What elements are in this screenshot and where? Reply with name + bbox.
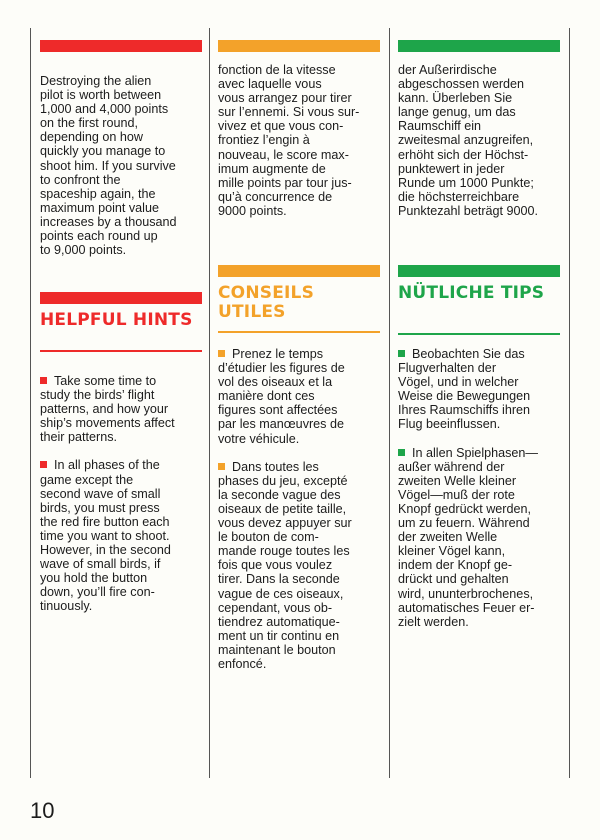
- bullet-icon: [398, 350, 405, 357]
- page-number: 10: [30, 798, 55, 823]
- column-divider: [569, 28, 570, 778]
- french-heading-block: [218, 265, 380, 333]
- english-intro-text: Destroying the alien pilot is worth between 1,000 and 4,000 points on the first round, depending on how quickly you manage to shoot him. If you survive to confront the spaceship again, the maximum point value increases by a thousand points each round up to 9,000 points.: [40, 74, 177, 258]
- german-hints: [398, 347, 560, 643]
- english-column: [40, 34, 202, 257]
- english-color-bar: [40, 40, 202, 52]
- french-hints: [218, 347, 380, 685]
- french-column: [218, 34, 380, 218]
- german-intro-text: der Außerirdische abgeschossen werden kann. Überleben Sie lange genug, um das Raumschiff ein zweitesmal anzugreifen, erhöht sich der Höchst- punktewert in jeder Runde um 1000 Punkte; die höchsterreichbare Punktezahl beträgt 9000.: [398, 63, 539, 218]
- column-divider: [30, 28, 31, 778]
- french-color-bar: [218, 40, 380, 52]
- column-divider: [389, 28, 390, 778]
- english-heading-bar: [40, 292, 202, 304]
- column-divider: [209, 28, 210, 778]
- bullet-icon: [40, 461, 47, 468]
- english-hints: [40, 374, 202, 628]
- german-hint-1: Beobachten Sie das Flugverhalten der Vögel, und in welcher Weise die Bewegungen Ihres Raumschiffs ihren Flug beeinflussen.: [398, 347, 531, 432]
- german-heading-bar: [398, 265, 560, 277]
- bullet-icon: [218, 350, 225, 357]
- bullet-icon: [40, 377, 47, 384]
- french-heading-bar: [218, 265, 380, 277]
- french-hint-1: Prenez le temps d’étudier les figures de vol des oiseaux et la manière dont ces figures sont affectées par les manœuvres de votre véhicule.: [218, 347, 345, 446]
- english-heading: HELPFUL HINTS: [40, 310, 193, 330]
- german-color-bar: [398, 40, 560, 52]
- english-hint-2: In all phases of the game except the second wave of small birds, you must press the red fire button each time you want to shoot. However, in the second wave of small birds, if you hold the button down, you’ll fire con- tinuously.: [40, 458, 171, 614]
- german-hint-2: In allen Spielphasen— außer während der zweiten Welle kleiner Vögel—muß der rote Knopf gedrückt werden, um zu feuern. Während der zweiten Welle kleiner Vögel kann, indem der Knopf ge- drückt und gehalten wird, ununterbrochenes, automatisches Feuer er- zielt werden.: [398, 445, 539, 629]
- german-heading: NÜTLICHE TIPS: [398, 283, 545, 303]
- german-heading-rule: [398, 333, 560, 335]
- french-intro-text: fonction de la vitesse avec laquelle vous vous arrangez pour tirer sur l’ennemi. Si vous sur- vivez et que vous con- frontiez l’engin à nouveau, le score max- imum augmente de mille points par tour jus- qu’à concurrence de 9000 points.: [218, 63, 360, 218]
- english-hint-1: Take some time to study the birds’ flight patterns, and how your ship’s movements affect their patterns.: [40, 374, 175, 445]
- english-heading-block: [40, 292, 202, 352]
- french-hint-2: Dans toutes les phases du jeu, excepté la seconde vague des oiseaux de petite taille, vous devez appuyer sur le bouton de com- mande rouge toutes les fois que vous voulez tirer. Dans la seconde vague de ces oiseaux, cependant, vous ob- tiendrez automatique- ment un tir continu en maintenant le bouton enfoncé.: [218, 459, 352, 671]
- french-heading: CONSEILS UTILES: [218, 283, 315, 322]
- bullet-icon: [218, 463, 225, 470]
- bullet-icon: [398, 449, 405, 456]
- english-heading-rule: [40, 350, 202, 352]
- german-heading-block: [398, 265, 560, 335]
- german-column: [398, 34, 560, 218]
- french-heading-rule: [218, 331, 380, 333]
